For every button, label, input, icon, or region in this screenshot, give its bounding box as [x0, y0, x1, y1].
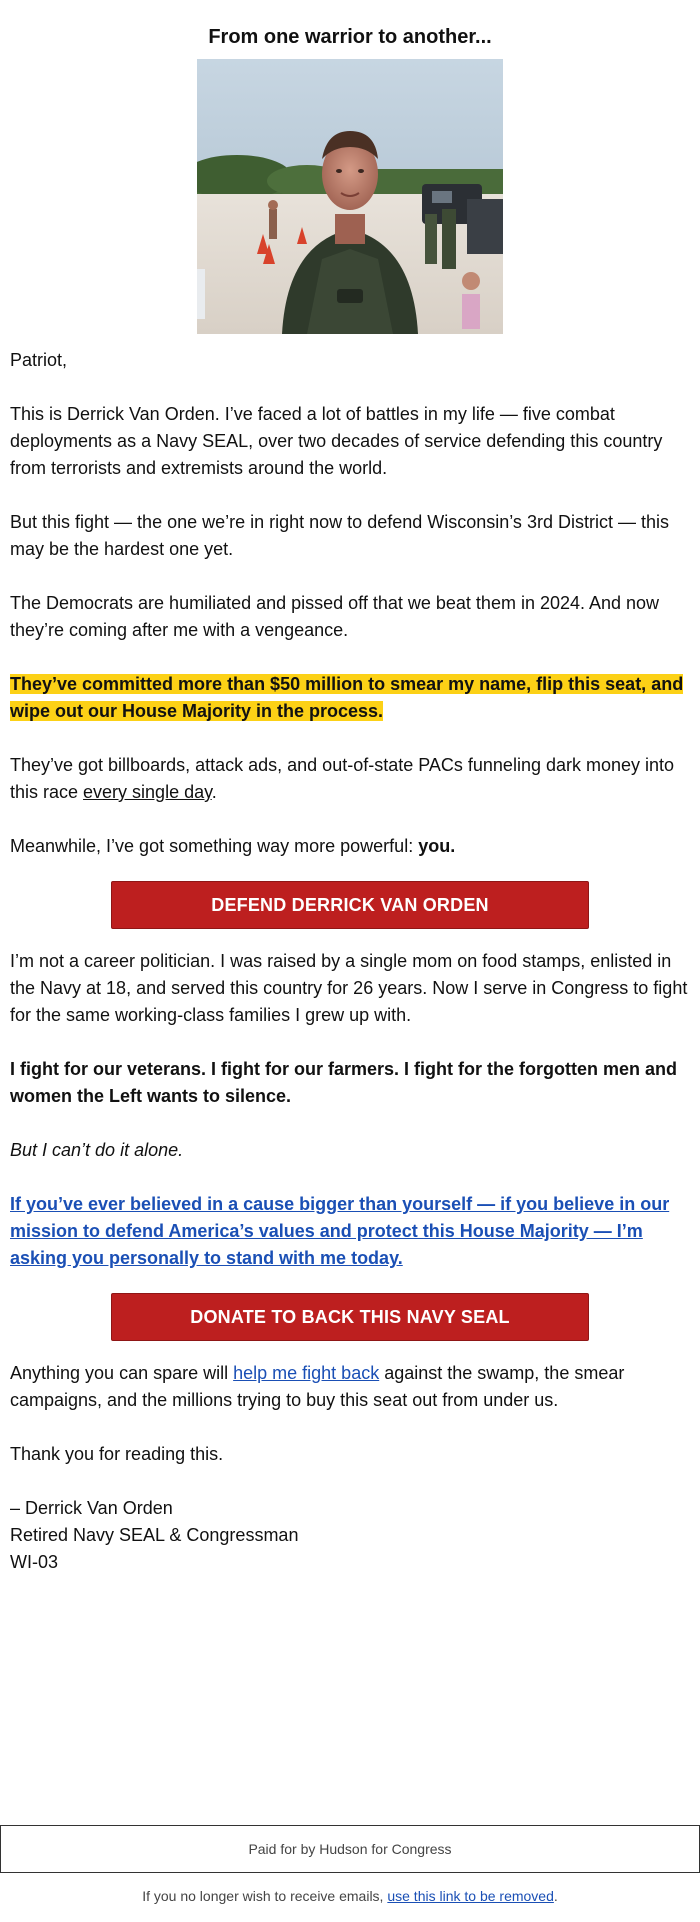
highlighted-text: They’ve committed more than $50 million to smear my name, flip this seat, and wipe out our House Majority in the process. [10, 674, 684, 721]
fight-for-bold: I fight for our veterans. I fight for our farmers. I fight for the forgotten men and women the Left wants to silence. [10, 1059, 678, 1106]
unsubscribe-link[interactable]: use this link to be removed [387, 1888, 554, 1904]
meanwhile-text: Meanwhile, I’ve got something way more powerful: [10, 836, 419, 856]
hero-photo [197, 59, 503, 334]
signature-name: – Derrick Van Orden [10, 1498, 173, 1518]
signature [10, 1495, 690, 1576]
billboards-end: . [211, 782, 217, 802]
underlined-text: every single day [83, 782, 212, 802]
unsubscribe-line [0, 1884, 700, 1908]
cta-container-1 [10, 881, 690, 929]
paragraph-fight-for [10, 1056, 690, 1110]
signature-title: Retired Navy SEAL & Congressman [10, 1525, 299, 1545]
paragraph-spare [10, 1360, 690, 1414]
paragraph-billboards [10, 752, 690, 806]
paragraph-fight: But this fight — the one we’re in right now to defend Wisconsin’s 3rd District — this may be the hardest one yet. [10, 512, 669, 559]
paragraph-democrats: The Democrats are humiliated and pissed off that we beat them in 2024. And now they’re coming after me with a vengeance. [10, 593, 660, 640]
paragraph-thanks: Thank you for reading this. [10, 1444, 224, 1464]
defend-button[interactable]: DEFEND DERRICK VAN ORDEN [111, 881, 589, 929]
hero-photo-illustration [197, 59, 503, 334]
signature-district: WI-03 [10, 1552, 59, 1572]
meanwhile-bold: you. [418, 836, 456, 856]
paragraph-alone [10, 1137, 690, 1164]
paragraph-meanwhile [10, 833, 690, 860]
email-content [0, 334, 700, 1576]
headline: From one warrior to another... [208, 26, 492, 48]
cta-container-2 [10, 1293, 690, 1341]
paragraph-highlight [10, 671, 690, 725]
fight-back-link[interactable]: help me fight back [233, 1363, 380, 1383]
paragraph-ask [10, 1191, 690, 1272]
spare-text: Anything you can spare will [10, 1363, 234, 1383]
paragraph-intro: This is Derrick Van Orden. I’ve faced a lot of battles in my life — five combat deployments as a Navy SEAL, over two decades of service defending this country from terrorists and extremists around the world. [10, 404, 663, 478]
paragraph-biography: I’m not a career politician. I was raised by a single mom on food stamps, enlisted in the Navy at 18, and served this country for 26 years. Now I serve in Congress to fight for the same working-class families I grew up with. [10, 951, 688, 1025]
spare-end: against the swamp, the smear campaigns, and the millions trying to buy this seat out from under us. [10, 1363, 625, 1410]
billboards-text: They’ve got billboards, attack ads, and out-of-state PACs funneling dark money into this race [10, 755, 675, 802]
donate-button[interactable]: DONATE TO BACK THIS NAVY SEAL [111, 1293, 589, 1341]
greeting: Patriot, [10, 350, 68, 370]
ask-link[interactable]: If you’ve ever believed in a cause bigger than yourself — if you believe in our mission to defend America’s values and protect this House Majority — I’m asking you personally to stand with me today. [10, 1194, 670, 1268]
paid-for-disclaimer: Paid for by Hudson for Congress [0, 1825, 700, 1873]
alone-italic: But I can’t do it alone. [10, 1140, 184, 1160]
unsubscribe-text: If you no longer wish to receive emails, [142, 1888, 388, 1904]
unsubscribe-end: . [553, 1888, 558, 1904]
